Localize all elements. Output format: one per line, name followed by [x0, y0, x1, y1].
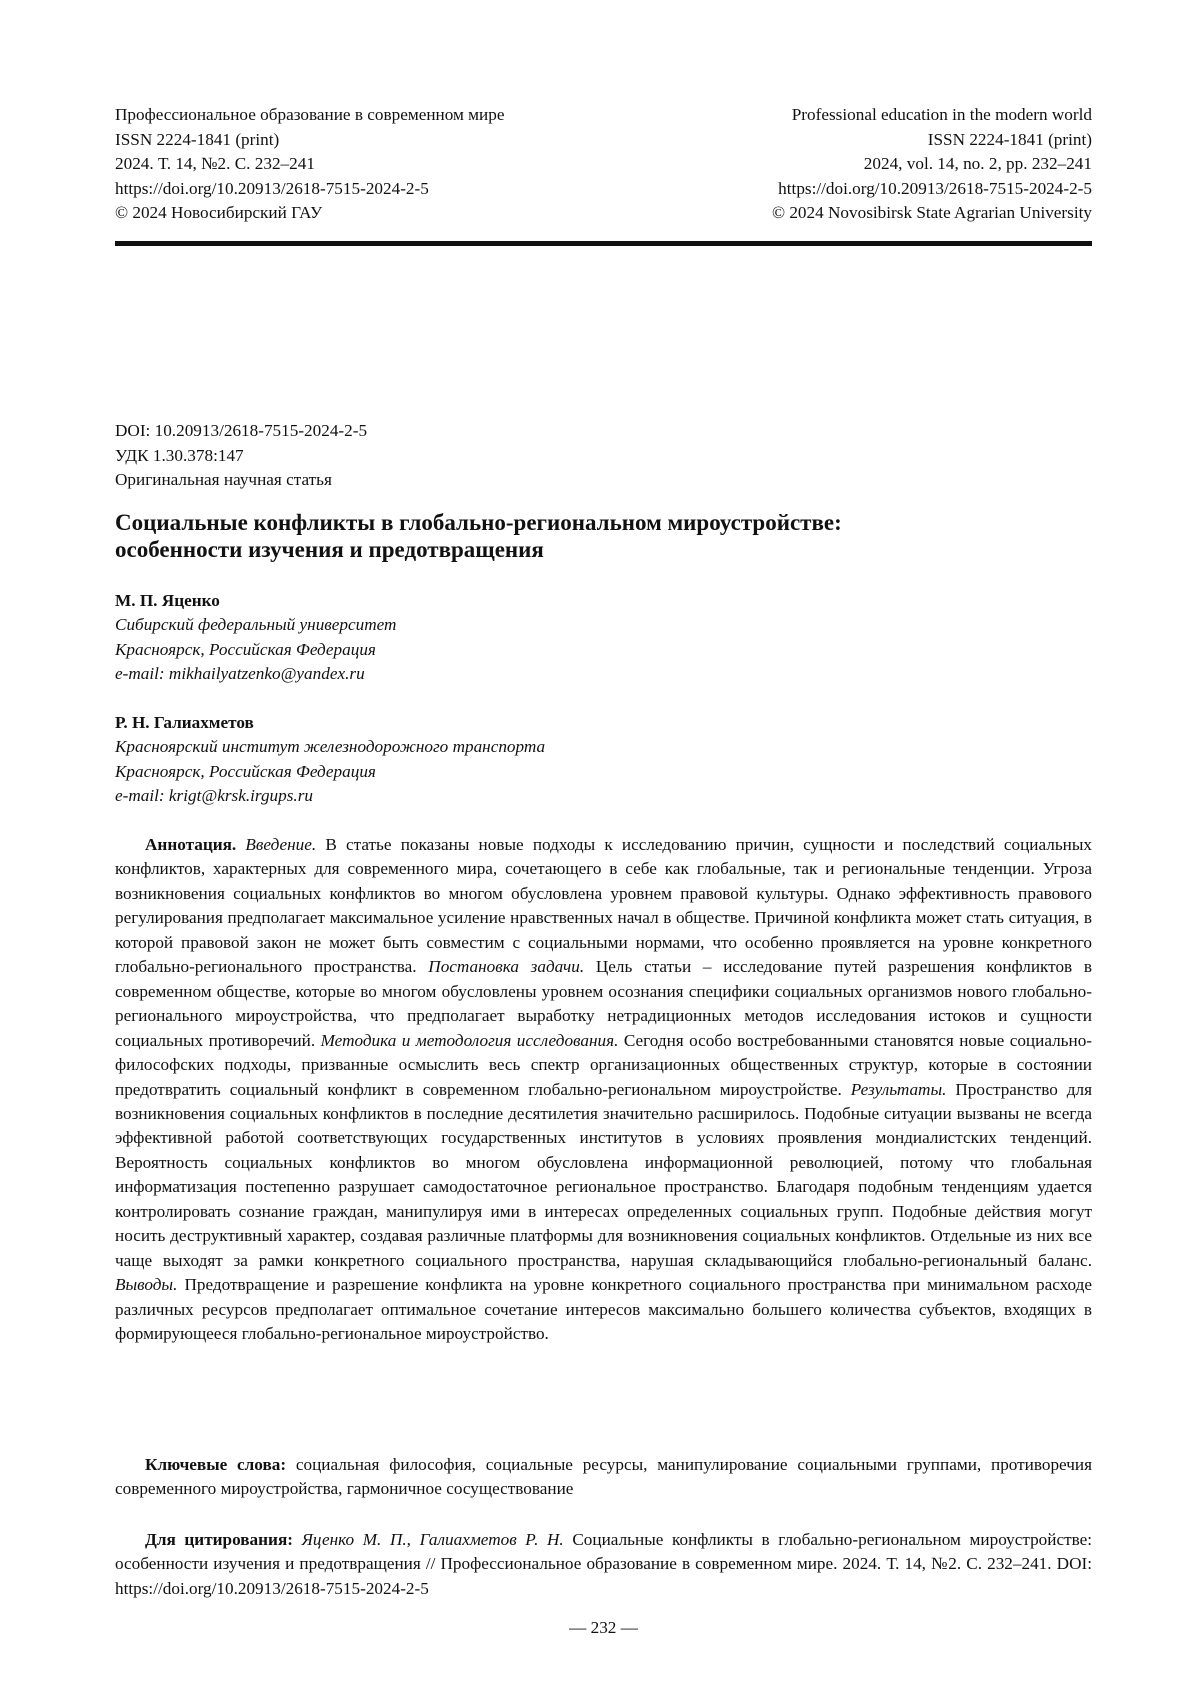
abstract-conclusions-heading: Выводы. [115, 1275, 177, 1294]
keywords-text: социальная философия, социальные ресурсы, манипулирование социальными группами, противоречия современного мироустройства, гармоничное сосуществование [115, 1455, 1092, 1498]
issue-info-ru: 2024. Т. 14, №2. С. 232–241 [115, 152, 504, 177]
author-email[interactable]: e-mail: mikhailyatzenko@yandex.ru [115, 662, 396, 686]
title-line-2: особенности изучения и предотвращения [115, 537, 1092, 564]
author-block [115, 589, 396, 686]
abstract-method-heading: Методика и методология исследования. [321, 1031, 619, 1050]
citation-text: Социальные конфликты в глобально-региональном мироустройстве: особенности изучения и предотвращения // Профессиональное образование в современном мире. 2024. Т. 14, №2. С. 232–241. DOI: https://doi.org/10.20913/2618-7515-2024-2-5 [115, 1530, 1092, 1598]
issn-en: ISSN 2224-1841 (print) [772, 128, 1092, 153]
abstract-intro-heading: Введение. [245, 835, 316, 854]
journal-page [115, 0, 1092, 1697]
doi-link-ru[interactable]: https://doi.org/10.20913/2618-7515-2024-2-5 [115, 177, 504, 202]
keywords-label: Ключевые слова: [145, 1455, 286, 1474]
citation [115, 1528, 1092, 1601]
author-name: Р. Н. Галиахметов [115, 711, 545, 735]
doi-link-en[interactable]: https://doi.org/10.20913/2618-7515-2024-2-5 [772, 177, 1092, 202]
author-block [115, 711, 545, 808]
issn-ru: ISSN 2224-1841 (print) [115, 128, 504, 153]
abstract-task-heading: Постановка задачи. [428, 957, 584, 976]
article-meta [115, 419, 367, 493]
abstract-method-text: Сегодня особо востребованными становятся новые социально-философских подходы, призванные осмыслить весь спектр организационных общественных структур, которые в состоянии предотвратить социальный конфликт в современном глобально-региональном мироустройстве. [115, 1031, 1092, 1099]
page-number: — 232 — [115, 1618, 1092, 1638]
issue-info-en: 2024, vol. 14, no. 2, pp. 232–241 [772, 152, 1092, 177]
abstract-results-heading: Результаты. [851, 1080, 947, 1099]
citation-authors: Яценко М. П., Галиахметов Р. Н. [302, 1530, 564, 1549]
author-name: М. П. Яценко [115, 589, 396, 613]
abstract [115, 833, 1092, 1347]
copyright-ru: © 2024 Новосибирский ГАУ [115, 201, 504, 226]
author-location: Красноярск, Российская Федерация [115, 638, 396, 662]
journal-title-ru: Профессиональное образование в современном мире [115, 103, 504, 128]
article-udk: УДК 1.30.378:147 [115, 444, 367, 469]
abstract-label: Аннотация. [145, 835, 236, 854]
article-doi: DOI: 10.20913/2618-7515-2024-2-5 [115, 419, 367, 444]
journal-title-en: Professional education in the modern world [772, 103, 1092, 128]
copyright-en: © 2024 Novosibirsk State Agrarian University [772, 201, 1092, 226]
header-russian [115, 103, 504, 226]
header-divider [115, 241, 1092, 246]
keywords [115, 1453, 1092, 1502]
abstract-results-text: Пространство для возникновения социальных конфликтов в последние десятилетия значительно расширилось. Подобные ситуации вызваны не всегда эффективной работой соответствующих государственных институтов в условиях проявления мондиалистских тенденций. Вероятность социальных конфликтов во многом обусловлена информационной революцией, потому что глобальная информатизация постепенно разрушает самодостаточное региональное пространство. Благодаря подобным тенденциям удается контролировать сознание граждан, манипулируя ими в интересах определенных социальных групп. Подобные действия могут носить деструктивный характер, создавая различные платформы для возникновения социальных конфликтов. Отдельные из них все чаще выходят за рамки конкретного социального пространства, нарушая складывающийся глобально-региональный баланс. [115, 1080, 1092, 1270]
abstract-conclusions-text: Предотвращение и разрешение конфликта на уровне конкретного социального пространства при минимальном расходе различных ресурсов предполагает оптимальное сочетание интересов максимально большего количества субъектов, входящих в формирующееся глобально-региональное мироустройство. [115, 1275, 1092, 1343]
article-title [115, 510, 1092, 563]
author-email[interactable]: e-mail: krigt@krsk.irgups.ru [115, 784, 545, 808]
author-institution: Сибирский федеральный университет [115, 613, 396, 637]
article-type: Оригинальная научная статья [115, 468, 367, 493]
author-institution: Красноярский институт железнодорожного транспорта [115, 735, 545, 759]
abstract-intro-text: В статье показаны новые подходы к исследованию причин, сущности и последствий социальных конфликтов, характерных для современного мира, сочетающего в себе как глобальные, так и региональные тенденции. Угроза возникновения социальных конфликтов во многом обусловлена уровнем правовой культуры. Однако эффективность правового регулирования предполагает максимальное усиление нравственных начал в обществе. Причиной конфликта может стать ситуация, в которой правовой закон не может быть совместим с социальными нормами, что особенно проявляется на уровне конкретного глобально-регионального пространства. [115, 835, 1092, 976]
abstract-task-text: Цель статьи – исследование путей разрешения конфликтов в современном обществе, которые во многом обусловлены уровнем осознания специфики социальных организмов нового глобально-регионального мироустройства, что предполагает выработку нетрадиционных методов исследования истоков и сущности социальных противоречий. [115, 957, 1092, 1049]
header-english [772, 103, 1092, 226]
author-location: Красноярск, Российская Федерация [115, 760, 545, 784]
citation-label: Для цитирования: [145, 1530, 293, 1549]
title-line-1: Социальные конфликты в глобально-региональном мироустройстве: [115, 510, 1092, 537]
